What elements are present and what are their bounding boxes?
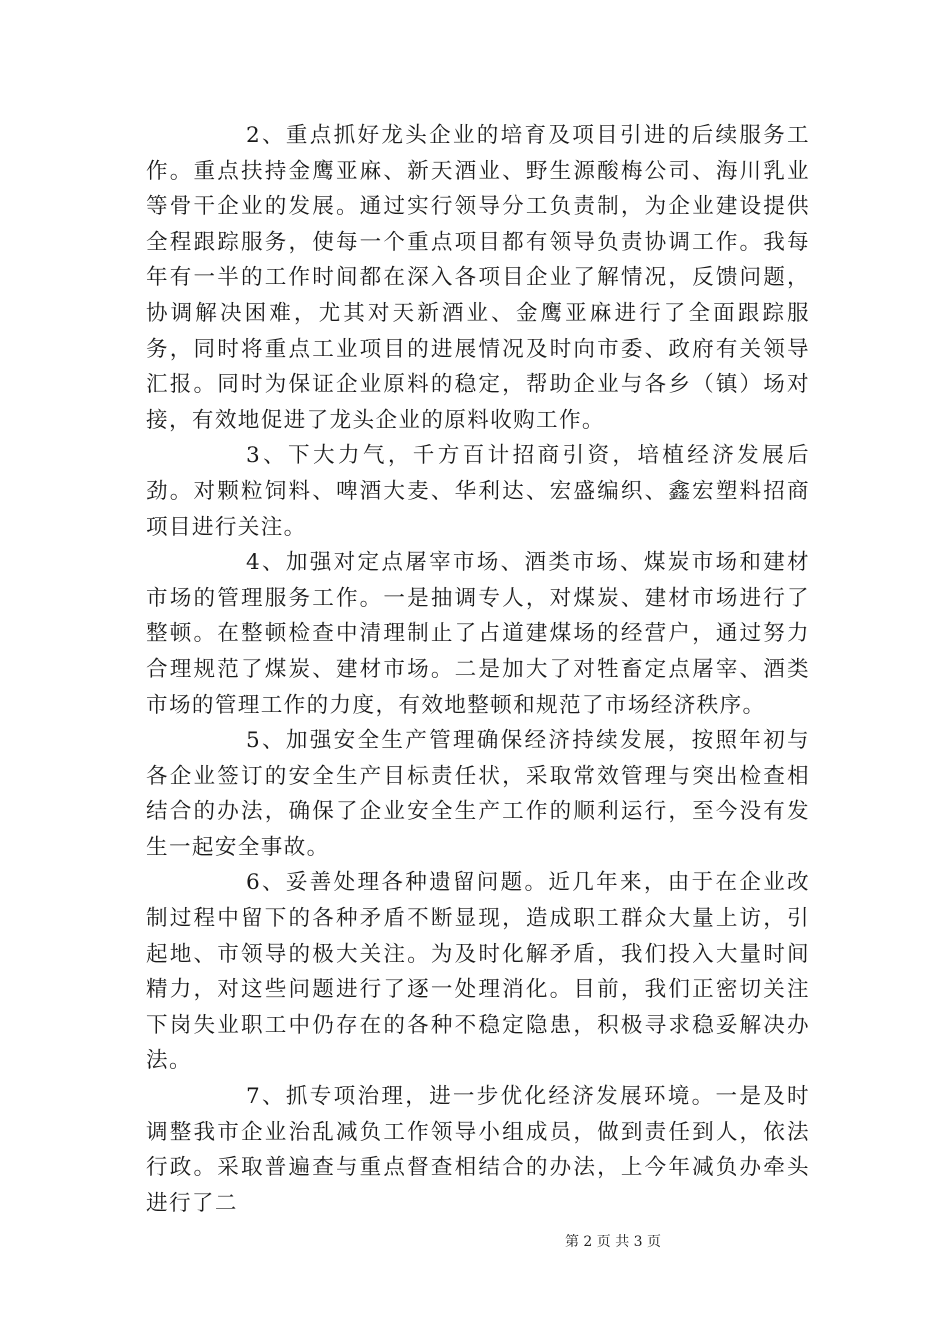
paragraph-2: 2、重点抓好龙头企业的培育及项目引进的后续服务工作。重点扶持金鹰亚麻、新天酒业、野生源酸梅公司、海川乳业等骨干企业的发展。通过实行领导分工负责制，为企业建设提供全程跟踪服务，使每一个重点项目都有领导负责协调工作。我每年有一半的工作时间都在深入各项目企业了解情况，反馈问题，协调解决困难，尤其对天新酒业、金鹰亚麻进行了全面跟踪服务，同时将重点工业项目的进展情况及时向市委、政府有关领导汇报。同时为保证企业原料的稳定，帮助企业与各乡（镇）场对接，有效地促进了龙头企业的原料收购工作。 <box>146 123 810 433</box>
page-footer: 第 2 页 共 3 页 <box>564 1234 662 1250</box>
document-body <box>146 118 810 1221</box>
paragraph-6: 6、妥善处理各种遗留问题。近几年来，由于在企业改制过程中留下的各种矛盾不断显现，造成职工群众大量上访，引起地、市领导的极大关注。为及时化解矛盾，我们投入大量时间精力，对这些问题进行了逐一处理消化。目前，我们正密切关注下岗失业职工中仍存在的各种不稳定隐患，积极寻求稳妥解决办法。 <box>146 870 810 1074</box>
paragraph-7: 7、抓专项治理，进一步优化经济发展环境。一是及时调整我市企业治乱减负工作领导小组成员，做到责任到人，依法行政。采取普遍查与重点督查相结合的办法，上今年减负办牵头进行了二 <box>146 1084 810 1216</box>
paragraph-3: 3、下大力气，千方百计招商引资，培植经济发展后劲。对颗粒饲料、啤酒大麦、华利达、宏盛编织、鑫宏塑料招商项目进行关注。 <box>146 443 810 540</box>
paragraph-4: 4、加强对定点屠宰市场、酒类市场、煤炭市场和建材市场的管理服务工作。一是抽调专人，对煤炭、建材市场进行了整顿。在整顿检查中清理制止了占道建煤场的经营户，通过努力合理规范了煤炭、建材市场。二是加大了对牲畜定点屠宰、酒类市场的管理工作的力度，有效地整顿和规范了市场经济秩序。 <box>146 550 810 718</box>
paragraph-5: 5、加强安全生产管理确保经济持续发展，按照年初与各企业签订的安全生产目标责任状，采取常效管理与突出检查相结合的办法，确保了企业安全生产工作的顺利运行，至今没有发生一起安全事故。 <box>146 728 810 860</box>
